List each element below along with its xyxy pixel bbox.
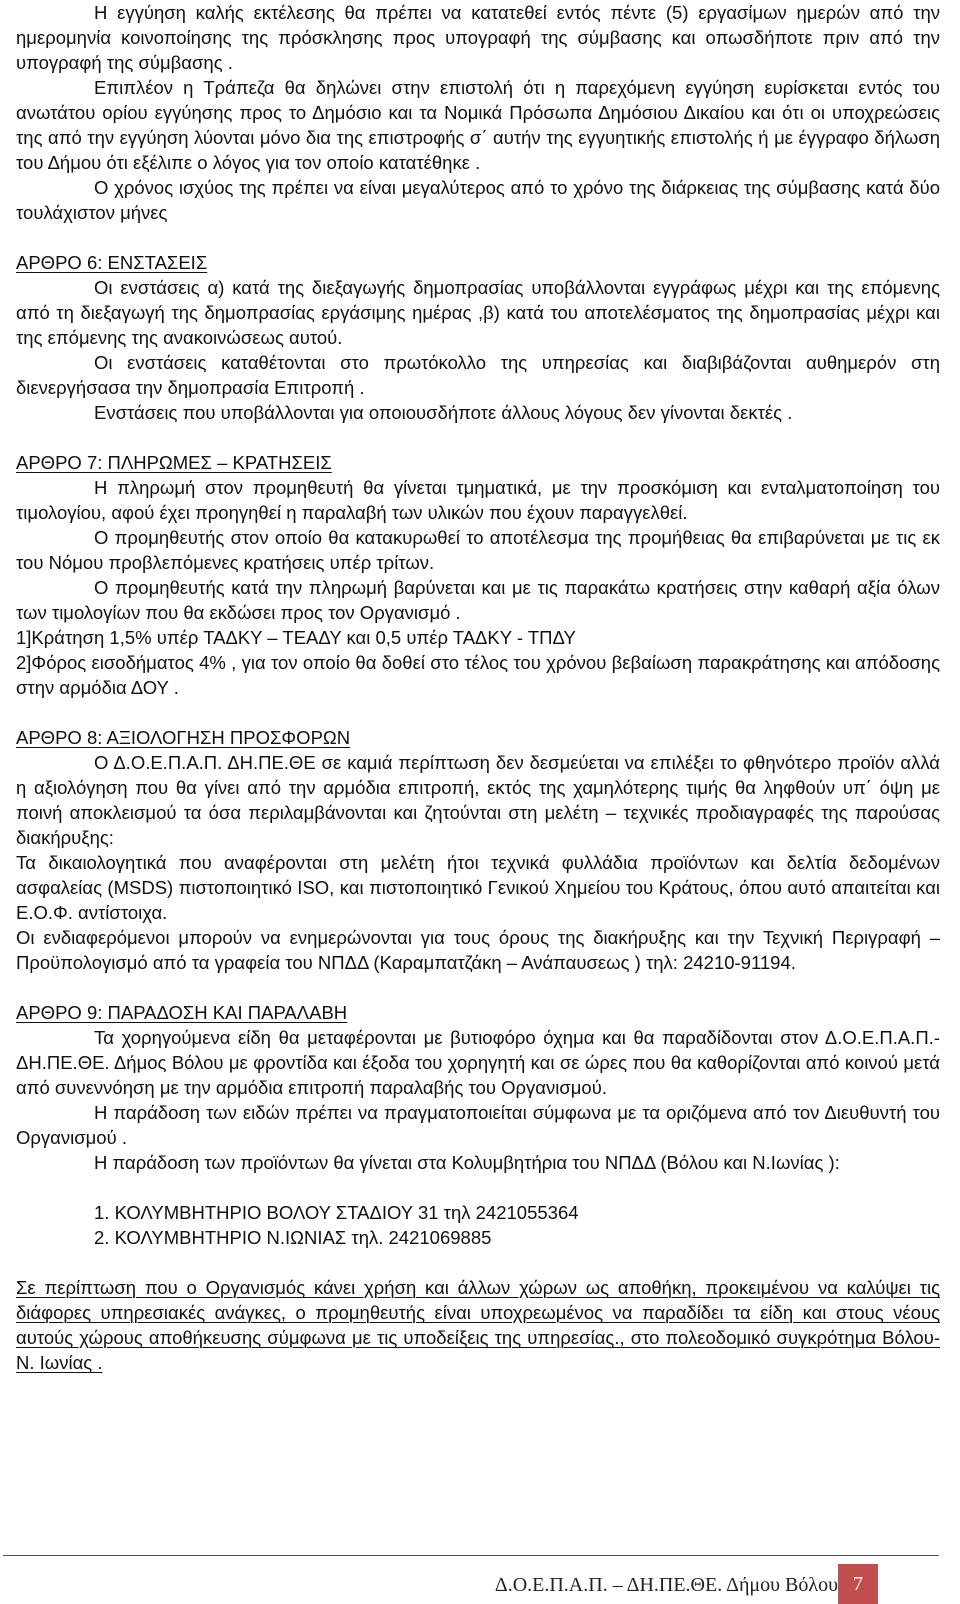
article-9-paragraph-1: Τα χορηγούμενα είδη θα μεταφέρονται με βυτιοφόρο όχημα και θα παραδίδονται στον Δ.Ο.Ε.Π.Α.Π.-ΔΗ.ΠΕ.ΘΕ. Δήμος Βόλου με φροντίδα και έξοδα του χορηγητή και σε ώρες που θα καθορίζονται από κοινού μετά από συνεννόηση με την αρμόδια επιτροπή παραλαβής του Οργανισμού.	[16, 1027, 940, 1098]
pool-list-item-2: 2. ΚΟΛΥΜΒΗΤΗΡΙΟ Ν.ΙΩΝΙΑΣ τηλ. 2421069885	[94, 1227, 492, 1248]
footer-organization: Δ.Ο.Ε.Π.Α.Π. – ΔΗ.ΠΕ.ΘΕ. Δήμου Βόλου	[494, 1574, 838, 1596]
page-footer	[0, 1564, 960, 1604]
intro-paragraph-2: Επιπλέον η Τράπεζα θα δηλώνει στην επιστολή ότι η παρεχόμενη εγγύηση ευρίσκεται εντός του ανωτάτου ορίου εγγύησης προς το Δημόσιο και τα Νομικά Πρόσωπα Δημόσιου Δικαίου και ότι οι υποχρεώσεις της από την εγγύηση λύονται μόνο δια της επιστροφής σ΄ αυτήν της εγγυητικής επιστολής ή με έγγραφο δήλωση του Δήμου ότι εξέλιπε ο λόγος για τον οποίο κατατέθηκε .	[16, 77, 940, 173]
article-7-deduction-2: 2]Φόρος εισοδήματος 4% , για τον οποίο θα δοθεί στο τέλος του χρόνου βεβαίωση παρακράτησης και απόδοσης στην αρμόδια ΔΟΥ .	[16, 652, 940, 698]
storage-note: Σε περίπτωση που ο Οργανισμός κάνει χρήση και άλλων χώρων ως αποθήκη, προκειμένου να καλύψει τις διάφορες υπηρεσιακές ανάγκες, ο προμηθευτής είναι υποχρεωμένος να παραδίδει τα είδη και στους νέους αυτούς χώρους αποθήκευσης σύμφωνα με τις υποδείξεις της υπηρεσίας., στο πολεοδομικό συγκρότημα Βόλου-Ν. Ιωνίας .	[16, 1277, 940, 1373]
article-8-paragraph-3: Οι ενδιαφερόμενοι μπορούν να ενημερώνονται για τους όρους της διακήρυξης και την Τεχνική Περιγραφή – Προϋπολογισμό από τα γραφεία του ΝΠΔΔ (Καραμπατζάκη – Ανάπαυσεως ) τηλ: 24210-91194.	[16, 927, 940, 973]
article-8-heading: ΑΡΘΡΟ 8: ΑΞΙΟΛΟΓΗΣΗ ΠΡΟΣΦΟΡΩΝ	[16, 727, 351, 748]
article-7-deduction-1: 1]Κράτηση 1,5% υπέρ ΤΑΔΚΥ – ΤΕΑΔΥ και 0,5 υπέρ ΤΑΔΚΥ - ΤΠΔΥ	[16, 627, 576, 648]
footer-divider	[3, 1555, 939, 1556]
article-7-paragraph-2: Ο προμηθευτής στον οποίο θα κατακυρωθεί το αποτέλεσμα της προμήθειας θα επιβαρύνεται με τις εκ του Νόμου προβλεπόμενες κρατήσεις υπέρ τρίτων.	[16, 527, 940, 573]
article-9-paragraph-3: Η παράδοση των προϊόντων θα γίνεται στα Κολυμβητήρια του ΝΠΔΔ (Βόλου και Ν.Ιωνίας ):	[94, 1152, 840, 1173]
document-body	[16, 0, 940, 1375]
intro-paragraph-3: Ο χρόνος ισχύος της πρέπει να είναι μεγαλύτερος από το χρόνο της διάρκειας της σύμβασης κατά δύο τουλάχιστον μήνες	[16, 177, 940, 223]
article-6-heading: ΑΡΘΡΟ 6: ΕΝΣΤΑΣΕΙΣ	[16, 252, 208, 273]
article-6-paragraph-2: Οι ενστάσεις καταθέτονται στο πρωτόκολλο της υπηρεσίας και διαβιβάζονται αυθημερόν στη διενεργήσασα την δημοπρασία Επιτροπή .	[16, 352, 940, 398]
article-7-paragraph-1: Η πληρωμή στον προμηθευτή θα γίνεται τμηματικά, με την προσκόμιση και ενταλματοποίηση του τιμολογίου, αφού έχει προηγηθεί η παραλαβή των υλικών που έχουν παραγγελθεί.	[16, 477, 940, 523]
article-7-paragraph-3: Ο προμηθευτής κατά την πληρωμή βαρύνεται και με τις παρακάτω κρατήσεις στην καθαρή αξία όλων των τιμολογίων που θα εκδώσει προς τον Οργανισμό .	[16, 577, 940, 623]
article-6-paragraph-1: Οι ενστάσεις α) κατά της διεξαγωγής δημοπρασίας υποβάλλονται εγγράφως μέχρι και της επόμενης από τη διεξαγωγή της δημοπρασίας εργάσιμης ημέρας ,β) κατά του αποτελέσματος της δημοπρασίας μέχρι και της επόμενης της ανακοινώσεως αυτού.	[16, 277, 940, 348]
article-7-heading: ΑΡΘΡΟ 7: ΠΛΗΡΩΜΕΣ – ΚΡΑΤΗΣΕΙΣ	[16, 452, 332, 473]
article-9-paragraph-2: Η παράδοση των ειδών πρέπει να πραγματοποιείται σύμφωνα με τα οριζόμενα από τον Διευθυντή του Οργανισμού .	[16, 1102, 940, 1148]
article-8-paragraph-2: Τα δικαιολογητικά που αναφέρονται στη μελέτη ήτοι τεχνικά φυλλάδια προϊόντων και δελτία δεδομένων ασφαλείας (MSDS) πιστοποιητικό ISO, και πιστοποιητικό Γενικού Χημείου του Κράτους, όπου αυτό απαιτείται και Ε.Ο.Φ. αντίστοιχα.	[16, 852, 940, 923]
article-9-heading: ΑΡΘΡΟ 9: ΠΑΡΑΔΟΣΗ ΚΑΙ ΠΑΡΑΛΑΒΗ	[16, 1002, 348, 1023]
article-8-paragraph-1: Ο Δ.Ο.Ε.Π.Α.Π. ΔΗ.ΠΕ.ΘΕ σε καμιά περίπτωση δεν δεσμεύεται να επιλέξει το φθηνότερο προϊόν αλλά η αξιολόγηση που θα γίνει από την αρμόδια επιτροπή, εκτός της χαμηλότερης τιμής θα ληφθούν υπ΄ όψη με ποινή αποκλεισμού τα όσα περιλαμβάνονται και ζητούνται στη μελέτη – τεχνικές προδιαγραφές της παρούσας διακήρυξης:	[16, 752, 940, 848]
page-number: 7	[838, 1564, 878, 1604]
pool-list-item-1: 1. ΚΟΛΥΜΒΗΤΗΡΙΟ ΒΟΛΟΥ ΣΤΑΔΙΟΥ 31 τηλ 2421055364	[94, 1202, 579, 1223]
article-6-paragraph-3: Ενστάσεις που υποβάλλονται για οποιουσδήποτε άλλους λόγους δεν γίνονται δεκτές .	[94, 402, 793, 423]
intro-paragraph-1: Η εγγύηση καλής εκτέλεσης θα πρέπει να κατατεθεί εντός πέντε (5) εργασίμων ημερών από την ημερομηνία κοινοποίησης της πρόσκλησης προς υπογραφή της σύμβασης και οπωσδήποτε πριν από την υπογραφή της σύμβασης .	[16, 2, 940, 73]
